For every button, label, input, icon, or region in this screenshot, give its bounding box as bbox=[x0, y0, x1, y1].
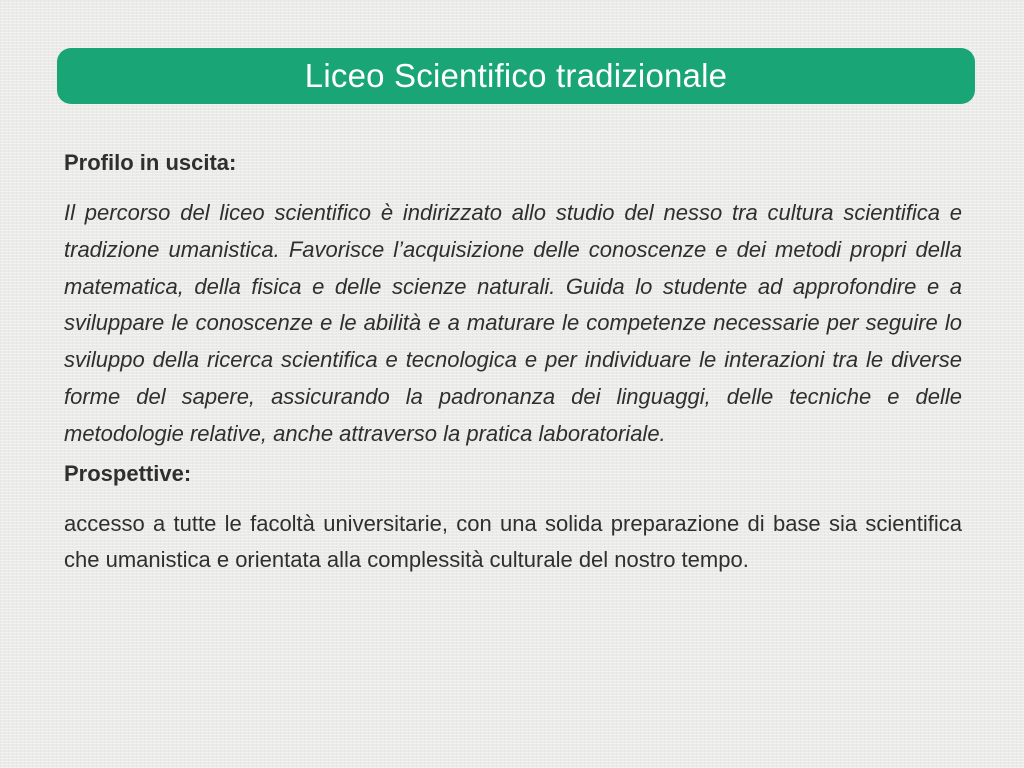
profile-paragraph: Il percorso del liceo scientifico è indirizzato allo studio del nesso tra cultura scientifica e tradizione umanistica. Favorisce l’acquisizione delle conoscenze e dei metodi propri della matematica, della fisica e delle scienze naturali. Guida lo studente ad approfondire e a sviluppare le conoscenze e le abilità e a maturare le competenze necessarie per seguire lo sviluppo della ricerca scientifica e tecnologica e per individuare le interazioni tra le diverse forme del sapere, assicurando la padronanza dei linguaggi, delle tecniche e delle metodologie relative, anche attraverso la pratica laboratoriale. bbox=[64, 200, 962, 446]
prospects-heading: Prospettive: bbox=[64, 460, 192, 486]
title-banner bbox=[57, 48, 975, 104]
prospects-paragraph: accesso a tutte le facoltà universitarie, con una solida preparazione di base sia scientifica che umanistica e orientata alla complessità culturale del nostro tempo. bbox=[64, 510, 962, 573]
profile-heading: Profilo in uscita: bbox=[64, 150, 237, 175]
slide-content bbox=[64, 145, 962, 579]
slide-title: Liceo Scientifico tradizionale bbox=[304, 57, 728, 94]
